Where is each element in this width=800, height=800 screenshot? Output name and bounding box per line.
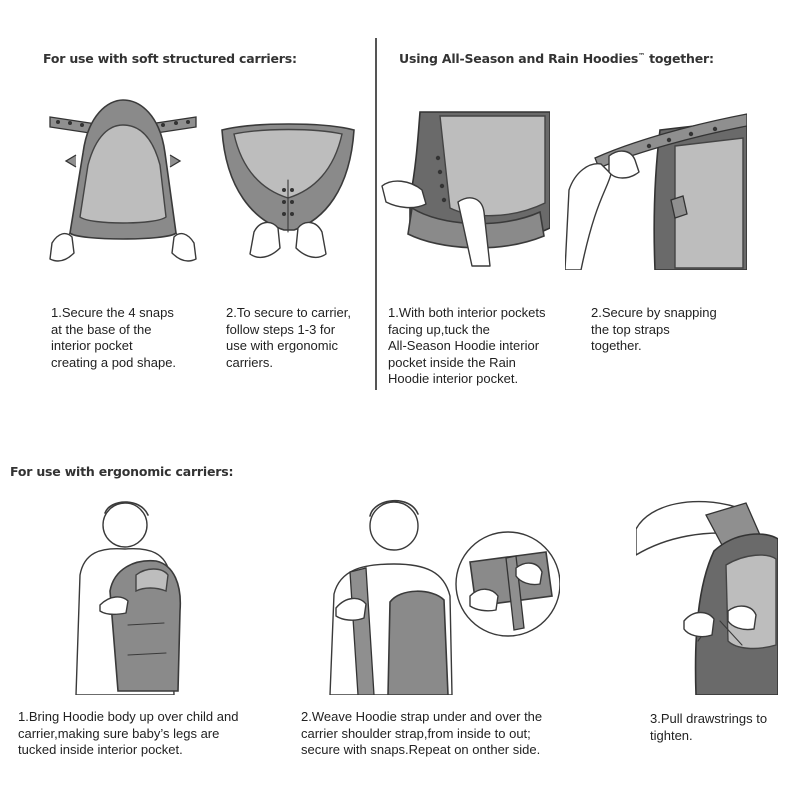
caption-ergo-step-1: 1.Bring Hoodie body up over child and carrier,making sure baby’s legs are tucked inside interior pocket.: [18, 709, 239, 757]
caption-together-step-2: 2.Secure by snapping the top straps together.: [591, 305, 717, 353]
snapping-top-straps-illustration: [565, 110, 747, 270]
caption-together-step-1: 1.With both interior pockets facing up,tuck the All-Season Hoodie interior pocket inside the Rain Hoodie interior pocket.: [388, 305, 546, 386]
pulling-drawstrings-illustration: [636, 495, 778, 695]
weaving-strap-illustration: [320, 492, 560, 695]
heading-together: [399, 51, 714, 66]
trademark-mark: ™: [638, 51, 645, 60]
caption-ergo-step-2: 2.Weave Hoodie strap under and over the carrier shoulder strap,from inside to out; secure with snaps.Repeat on onther side.: [301, 709, 543, 757]
caption-soft-step-1: 1.Secure the 4 snaps at the base of the interior pocket creating a pod shape.: [51, 305, 177, 370]
heading-ergonomic: For use with ergonomic carriers:: [10, 464, 234, 479]
hoodie-over-child-illustration: [70, 495, 200, 695]
caption-ergo-step-3: 3.Pull drawstrings to tighten.: [650, 711, 768, 743]
section-divider: [375, 38, 377, 390]
heading-together-text: Using All-Season and Rain Hoodies: [399, 51, 639, 66]
pod-shape-hoodie-illustration: [48, 95, 198, 270]
caption-soft-step-2: 2.To secure to carrier, follow steps 1-3 for use with ergonomic carriers.: [226, 305, 351, 370]
heading-soft-structured: For use with soft structured carriers:: [43, 51, 297, 66]
heading-together-end: together:: [644, 51, 714, 66]
snapping-to-carrier-illustration: [214, 120, 364, 270]
tucking-pockets-illustration: [380, 108, 550, 268]
